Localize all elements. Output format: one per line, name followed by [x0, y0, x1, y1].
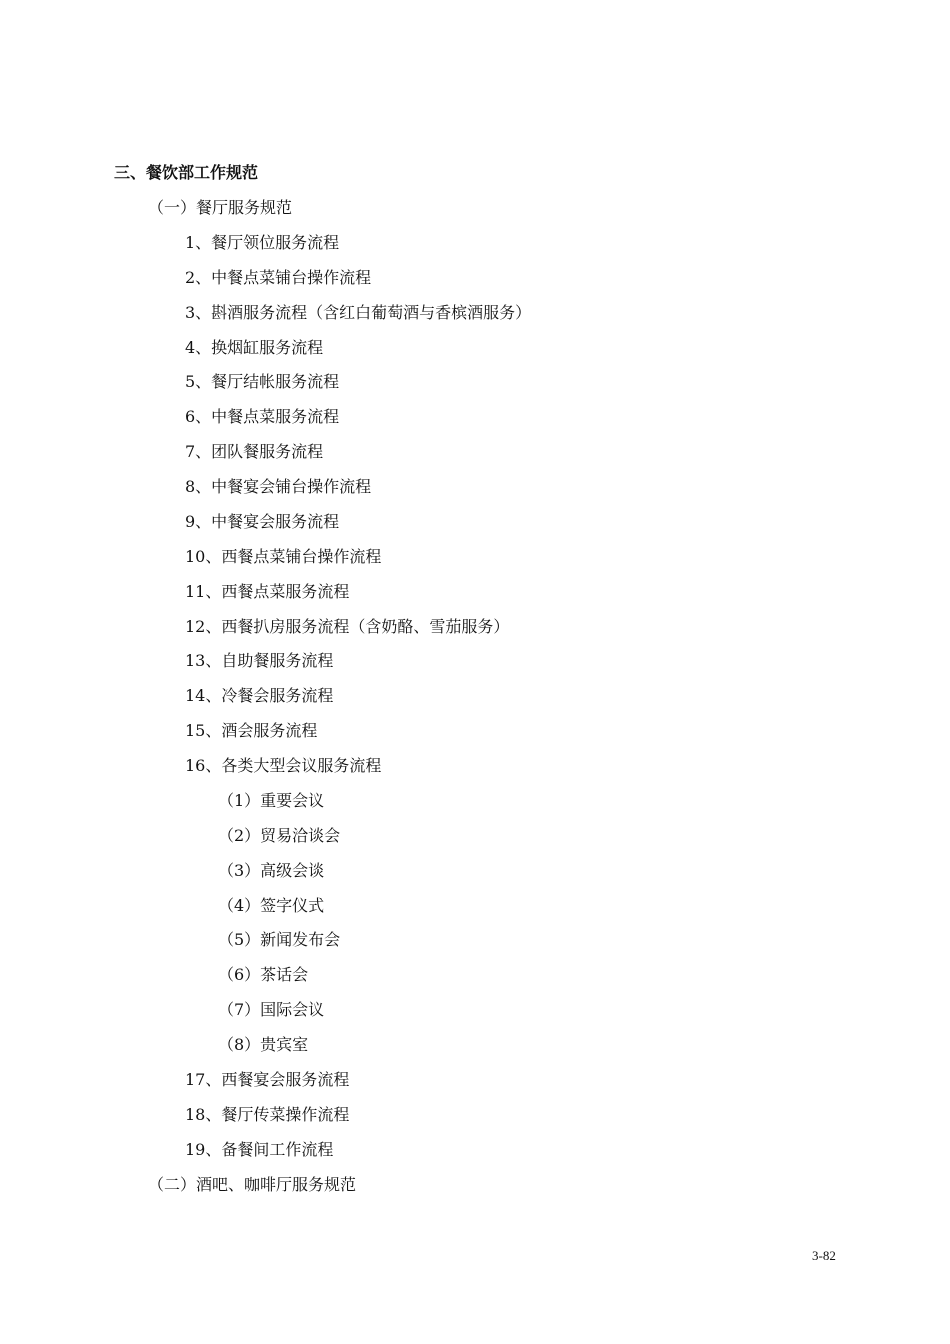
list-item: 19、备餐间工作流程	[185, 1140, 334, 1159]
list-item: 3、斟酒服务流程（含红白葡萄酒与香槟酒服务）	[185, 303, 532, 322]
sub-list-item: （5）新闻发布会	[218, 930, 341, 949]
sub-list-item: （8）贵宾室	[218, 1035, 309, 1054]
list-item: 14、冷餐会服务流程	[185, 686, 334, 705]
list-item: 16、各类大型会议服务流程	[185, 756, 382, 775]
list-item: 2、中餐点菜铺台操作流程	[185, 268, 372, 287]
list-item: 12、西餐扒房服务流程（含奶酪、雪茄服务）	[185, 617, 510, 636]
list-item: 11、西餐点菜服务流程	[185, 582, 350, 601]
list-item: 1、餐厅领位服务流程	[185, 233, 340, 252]
list-item: 15、酒会服务流程	[185, 721, 318, 740]
list-item: 8、中餐宴会铺台操作流程	[185, 477, 372, 496]
sub-list-item: （7）国际会议	[218, 1000, 325, 1019]
list-item: 17、西餐宴会服务流程	[185, 1070, 350, 1089]
list-item: 7、团队餐服务流程	[185, 442, 324, 461]
section-title-1: （一）餐厅服务规范	[148, 198, 293, 217]
list-item: 5、餐厅结帐服务流程	[185, 372, 340, 391]
list-item: 4、换烟缸服务流程	[185, 338, 324, 357]
sub-list-item: （3）高级会谈	[218, 861, 325, 880]
list-item: 6、中餐点菜服务流程	[185, 407, 340, 426]
list-item: 9、中餐宴会服务流程	[185, 512, 340, 531]
sub-list-item: （2）贸易洽谈会	[218, 826, 341, 845]
sub-list-item: （1）重要会议	[218, 791, 325, 810]
section-title-2: （二）酒吧、咖啡厅服务规范	[148, 1175, 357, 1194]
list-item: 13、自助餐服务流程	[185, 651, 334, 670]
sub-list-item: （4）签字仪式	[218, 896, 325, 915]
chapter-heading: 三、餐饮部工作规范	[114, 163, 259, 182]
sub-list-item: （6）茶话会	[218, 965, 309, 984]
page-number: 3-82	[812, 1248, 836, 1263]
list-item: 18、餐厅传菜操作流程	[185, 1105, 350, 1124]
list-item: 10、西餐点菜铺台操作流程	[185, 547, 382, 566]
